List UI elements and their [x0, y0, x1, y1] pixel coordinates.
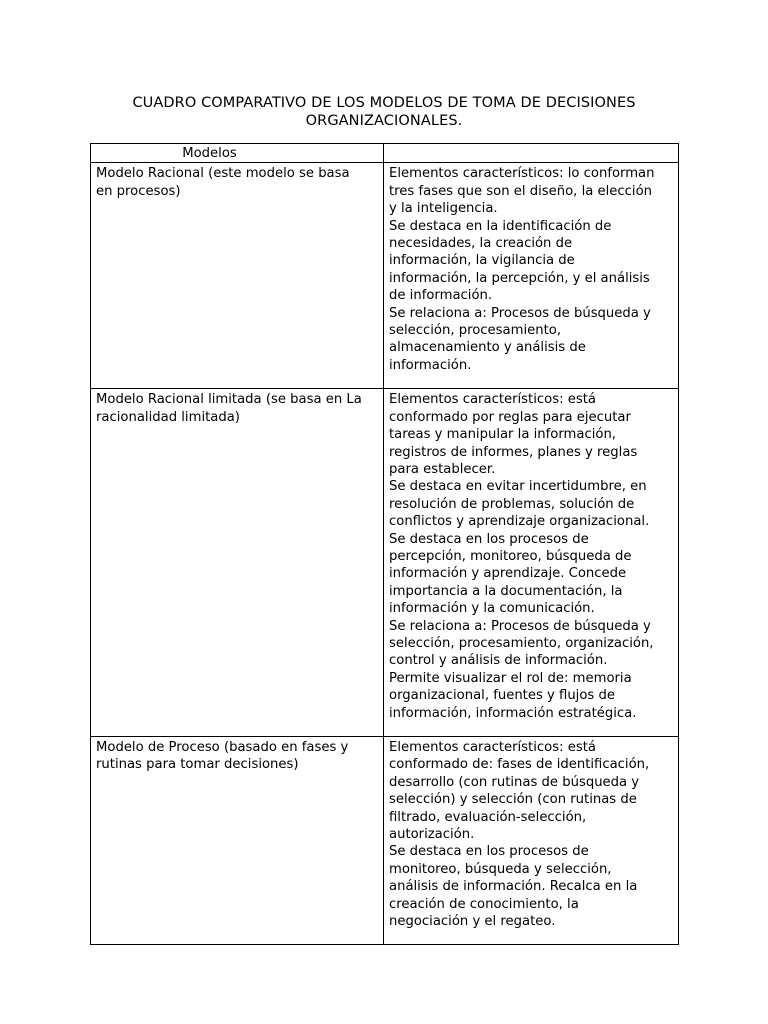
cell-text-line: rutinas para tomar decisiones): [96, 757, 299, 773]
cell-text-line: organizacional, fuentes y flujos de: [389, 688, 615, 704]
cell-text-line: control y análisis de información.: [389, 653, 608, 669]
cell-text-line: de información.: [389, 288, 493, 304]
table-row: [91, 737, 679, 945]
cell-text-line: en procesos): [96, 183, 181, 199]
cell-text-line: información, información estratégica.: [389, 705, 637, 721]
page-title: [80, 94, 688, 130]
cell-text-line: Modelo de Proceso (basado en fases y: [96, 740, 349, 755]
model-description-cell: [384, 163, 679, 389]
cell-text-line: conflictos y aprendizaje organizacional.: [389, 514, 650, 530]
cell-text-line: información, la percepción, y el análisis: [389, 270, 650, 286]
cell-text-line: desarrollo (con rutinas de búsqueda y: [389, 774, 640, 790]
model-name-cell: [91, 163, 384, 389]
model-description-cell: [384, 389, 679, 737]
table-row: [91, 163, 679, 389]
cell-text-line: negociación y el regateo.: [389, 914, 556, 930]
title-line: ORGANIZACIONALES.: [305, 113, 463, 129]
cell-text-line: Elementos característicos: lo conforman: [389, 166, 655, 182]
cell-text-line: información.: [389, 357, 472, 373]
cell-text-line: registros de informes, planes y reglas: [389, 444, 638, 460]
cell-text-line: Se destaca en la identificación de: [389, 218, 612, 234]
description-header-cell: [384, 144, 679, 163]
cell-text-line: Se relaciona a: Procesos de búsqueda y: [389, 618, 651, 634]
cell-text-line: información y aprendizaje. Concede: [389, 566, 627, 582]
cell-text-line: filtrado, evaluación-selección,: [389, 809, 587, 825]
cell-text-line: autorización.: [389, 827, 475, 843]
cell-text-line: selección) y selección (con rutinas de: [389, 792, 637, 808]
table-header-row: [91, 144, 679, 163]
cell-text-line: información, la vigilancia de: [389, 253, 575, 269]
cell-text-line: selección, procesamiento,: [389, 323, 562, 339]
cell-text-line: conformado de: fases de identificación,: [389, 757, 650, 773]
cell-text-line: información y la comunicación.: [389, 601, 595, 617]
model-name-cell: [91, 389, 384, 737]
cell-text-line: creación de conocimiento, la: [389, 896, 579, 912]
cell-text-line: resolución de problemas, solución de: [389, 496, 635, 512]
cell-text-line: necesidades, la creación de: [389, 236, 573, 252]
cell-text-line: tres fases que son el diseño, la elección: [389, 183, 652, 199]
cell-text-line: Permite visualizar el rol de: memoria: [389, 670, 632, 686]
cell-text-line: Se destaca en los procesos de: [389, 844, 589, 860]
cell-text-line: conformado por reglas para ejecutar: [389, 409, 631, 425]
cell-text-line: tareas y manipular la información,: [389, 427, 616, 443]
cell-text-line: Se destaca en los procesos de: [389, 531, 589, 547]
models-header-cell: Modelos: [91, 144, 384, 163]
cell-text-line: y la inteligencia.: [389, 201, 498, 217]
cell-text-line: Modelo Racional (este modelo se basa: [96, 166, 350, 182]
table-row: [91, 389, 679, 737]
cell-text-line: racionalidad limitada): [96, 409, 240, 425]
cell-text-line: Se relaciona a: Procesos de búsqueda y: [389, 305, 651, 321]
cell-text-line: monitoreo, búsqueda y selección,: [389, 861, 612, 877]
cell-text-line: Se destaca en evitar incertidumbre, en: [389, 479, 647, 495]
cell-text-line: Elementos característicos: está: [389, 740, 596, 755]
model-name-cell: [91, 737, 384, 945]
cell-text-line: selección, procesamiento, organización,: [389, 635, 654, 651]
cell-text-line: almacenamiento y análisis de: [389, 340, 586, 356]
cell-text-line: percepción, monitoreo, búsqueda de: [389, 548, 632, 564]
model-description-cell: [384, 737, 679, 945]
cell-text-line: análisis de información. Recalca en la: [389, 879, 638, 895]
title-line: CUADRO COMPARATIVO DE LOS MODELOS DE TOMA DE DECISIONES: [132, 95, 636, 111]
comparison-table: [90, 143, 679, 945]
cell-text-line: para establecer.: [389, 461, 496, 477]
cell-text-line: Elementos característicos: está: [389, 392, 596, 408]
cell-text-line: importancia a la documentación, la: [389, 583, 623, 599]
cell-text-line: Modelo Racional limitada (se basa en La: [96, 392, 362, 408]
